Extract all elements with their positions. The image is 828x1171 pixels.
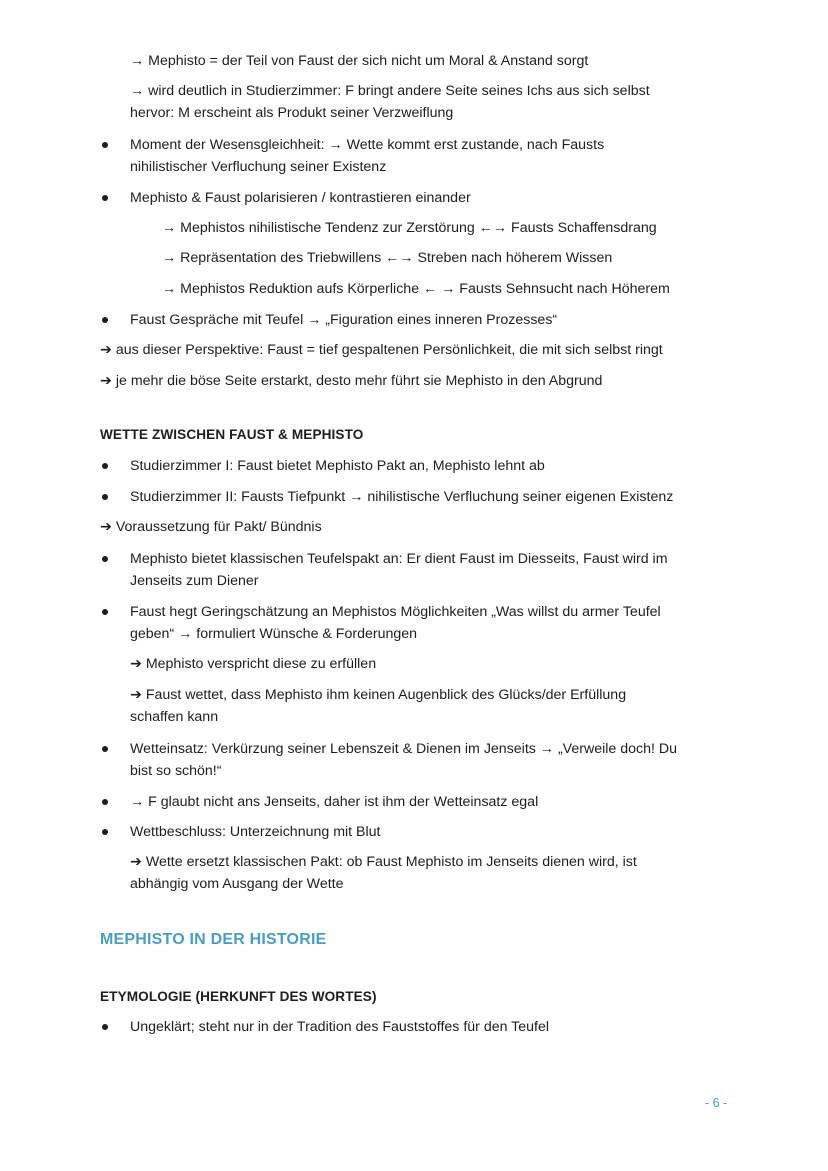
subheading: WETTE ZWISCHEN FAUST & MEPHISTO — [100, 427, 364, 442]
bullet-item: Mephisto bietet klassischen Teufelspakt an: Er dient Faust im Diesseits, Faust wird im — [130, 548, 668, 570]
text-line: ➔ Mephisto verspricht diese zu erfüllen — [130, 656, 377, 672]
text-line: hervor: M erscheint als Produkt seiner Verzweiflung — [130, 105, 454, 121]
text-line: → Repräsentation des Triebwillens ←→ Streben nach höherem Wissen — [162, 250, 613, 266]
text-line: ➔ Voraussetzung für Pakt/ Bündnis — [100, 519, 322, 535]
bullet-item: → F glaubt nicht ans Jenseits, daher ist ihm der Wetteinsatz egal — [130, 791, 538, 813]
bullet-item: Studierzimmer I: Faust bietet Mephisto Pakt an, Mephisto lehnt ab — [130, 455, 545, 477]
page-number: - 6 - — [705, 1096, 728, 1110]
text-line: nihilistischer Verfluchung seiner Existenz — [130, 159, 387, 175]
text-line: geben“ → formuliert Wünsche & Forderungen — [130, 626, 418, 642]
bullet-item: Wettbeschluss: Unterzeichnung mit Blut — [130, 821, 381, 843]
bullet-item: Moment der Wesensgleichheit: → Wette kommt erst zustande, nach Fausts — [130, 134, 604, 156]
section-heading: MEPHISTO IN DER HISTORIE — [100, 931, 327, 948]
text-line: schaffen kann — [130, 709, 219, 725]
text-line: bist so schön!“ — [130, 763, 222, 779]
text-line: ➔ aus dieser Perspektive: Faust = tief gespaltenen Persönlichkeit, die mit sich selbst ringt — [100, 342, 663, 358]
bullet-item: Wetteinsatz: Verkürzung seiner Lebenszeit & Dienen im Jenseits → „Verweile doch! Du — [130, 738, 677, 760]
text-line: ➔ je mehr die böse Seite erstarkt, desto mehr führt sie Mephisto in den Abgrund — [100, 373, 603, 389]
bullet-item: Mephisto & Faust polarisieren / kontrastieren einander — [130, 187, 471, 209]
subheading: ETYMOLOGIE (HERKUNFT DES WORTES) — [100, 989, 377, 1004]
text-line: abhängig vom Ausgang der Wette — [130, 876, 344, 892]
text-line: → wird deutlich in Studierzimmer: F bringt andere Seite seines Ichs aus sich selbst — [130, 83, 650, 99]
bullet-item: Faust hegt Geringschätzung an Mephistos Möglichkeiten „Was willst du armer Teufel — [130, 601, 661, 623]
bullet-item: Faust Gespräche mit Teufel → „Figuration eines inneren Prozesses“ — [130, 309, 557, 331]
text-line: → Mephisto = der Teil von Faust der sich nicht um Moral & Anstand sorgt — [130, 53, 589, 69]
bullet-item: Ungeklärt; steht nur in der Tradition des Fauststoffes für den Teufel — [130, 1016, 549, 1038]
text-line: Jenseits zum Diener — [130, 573, 259, 589]
text-line: ➔ Faust wettet, dass Mephisto ihm keinen Augenblick des Glücks/der Erfüllung — [130, 687, 627, 703]
text-line: → Mephistos nihilistische Tendenz zur Zerstörung ←→ Fausts Schaffensdrang — [162, 220, 657, 236]
text-line: → Mephistos Reduktion aufs Körperliche ← → Fausts Sehnsucht nach Höherem — [162, 281, 670, 297]
text-line: ➔ Wette ersetzt klassischen Pakt: ob Faust Mephisto im Jenseits dienen wird, ist — [130, 854, 637, 870]
bullet-item: Studierzimmer II: Fausts Tiefpunkt → nihilistische Verfluchung seiner eigenen Existenz — [130, 486, 673, 508]
